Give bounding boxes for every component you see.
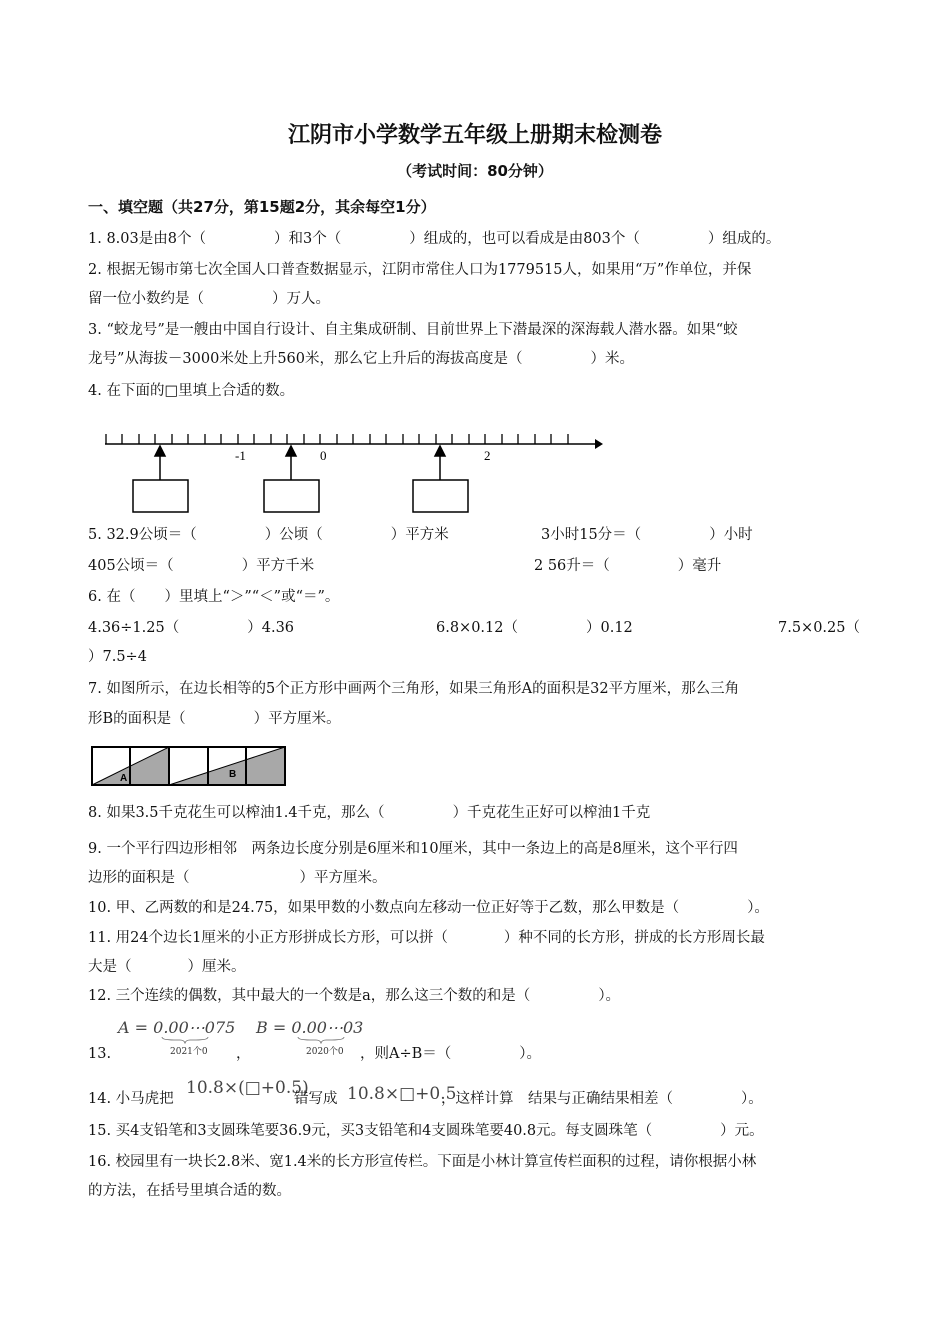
expr-underbraces (160, 1036, 370, 1044)
tick-label: 0 (320, 448, 327, 463)
question-16-line-2: 的方法，在括号里填合适的数。 (88, 1183, 291, 1199)
compare-2: 6.8×0.12（ ）0.12 (436, 620, 633, 636)
section-heading: 一、填空题（共27分，第15题2分，其余每空1分） (88, 198, 436, 216)
question-3-line-1: 3. “蛟龙号”是一艘由中国自行设计、自主集成研制、目前世界上下潜最深的深海载人潜水器。如果“蛟 (88, 322, 738, 338)
question-14-end: ，这样计算 结果与正确结果相差（ ）。 (441, 1091, 763, 1107)
question-14-start: 14. 小马虎把 (88, 1091, 174, 1107)
answer-box[interactable] (133, 480, 188, 512)
question-3-line-2: 龙号”从海拔－3000米处上升560米，那么它上升后的海拔高度是（ ）米。 (88, 351, 634, 367)
number-line-figure (95, 420, 605, 518)
question-9-line-1: 9. 一个平行四边形相邻 两条边长度分别是6厘米和10厘米，其中一条边上的高是8厘米，这个平行四 (88, 841, 738, 857)
page-title: 江阴市小学数学五年级上册期末检测卷 (287, 123, 662, 148)
compare-3-part-1: 7.5×0.25（ (778, 620, 860, 636)
question-2-line-1: 2. 根据无锡市第七次全国人口普查数据显示，江阴市常住人口为1779515人，如果用“万”作单位，并保 (88, 262, 752, 278)
note-b: 2020个0 (306, 1047, 344, 1057)
expr-b: B = 0.00⋯03 (256, 1018, 364, 1037)
question-5-line-1: 5. 32.9公顷＝（ ）公顷（ ）平方米 (88, 527, 449, 543)
question-13-number: 13. (88, 1046, 112, 1062)
triangle-b-label: B (229, 769, 237, 780)
question-7-line-1: 7. 如图所示，在边长相等的5个正方形中画两个三角形，如果三角形A的面积是32平方厘米，那么三角 (88, 681, 740, 697)
wrong-expression: 10.8×□+0.5 (347, 1084, 457, 1104)
note-a: 2021个0 (170, 1047, 208, 1057)
answer-box[interactable] (264, 480, 319, 512)
question-16-line-1: 16. 校园里有一块长2.8米、宽1.4米的长方形宣传栏。下面是小林计算宣传栏面积的过程，请你根据小林 (88, 1154, 757, 1170)
triangle-a-label: A (120, 773, 128, 784)
question-13-rest: ，则A÷B＝（ ）。 (360, 1046, 542, 1062)
question-14-mid: 错写成 (294, 1091, 338, 1107)
question-2-line-2: 留一位小数约是（ ）万人。 (88, 291, 330, 307)
question-8: 8. 如果3.5千克花生可以榨油1.4千克，那么（ ）千克花生正好可以榨油1千克 (88, 805, 651, 821)
pointer-arrows (155, 446, 445, 480)
question-15: 15. 买4支铅笔和3支圆珠笔要36.9元，买3支铅笔和4支圆珠笔要40.8元。每支圆珠笔（ ）元。 (88, 1123, 764, 1139)
squares-triangles-figure (89, 744, 289, 788)
question-7-line-2: 形B的面积是（ ）平方厘米。 (88, 711, 341, 727)
question-10: 10. 甲、乙两数的和是24.75，如果甲数的小数点向左移动一位正好等于乙数，那么甲数是（ ）。 (88, 900, 769, 916)
question-6: 6. 在（ ）里填上“＞”“＜”或“＝”。 (88, 589, 340, 605)
question-13-comma: ， (236, 1046, 251, 1062)
tick-label: 2 (484, 448, 491, 463)
question-9-line-2: 边形的面积是（ ）平方厘米。 (88, 870, 387, 886)
question-4: 4. 在下面的□里填上合适的数。 (88, 383, 295, 399)
question-1: 1. 8.03是由8个（ ）和3个（ ）组成的，也可以看成是由803个（ ）组成的。 (88, 231, 781, 247)
triangle-b (169, 747, 285, 785)
question-5-volume: 2 56升＝（ ）毫升 (534, 558, 722, 574)
exam-time: （考试时间：80分钟） (397, 162, 553, 180)
answer-box[interactable] (413, 480, 468, 512)
question-12: 12. 三个连续的偶数，其中最大的一个数是a，那么这三个数的和是（ ）。 (88, 988, 621, 1004)
correct-expression: 10.8×(□+0.5) (186, 1078, 309, 1098)
question-5-time: 3小时15分＝（ ）小时 (541, 527, 753, 543)
compare-3-part-2: ）7.5÷4 (88, 649, 147, 665)
question-5-line-2: 405公顷＝（ ）平方千米 (88, 558, 315, 574)
compare-1: 4.36÷1.25（ ）4.36 (88, 620, 295, 636)
question-11-line-2: 大是（ ）厘米。 (88, 959, 246, 975)
tick-label: -1 (235, 448, 246, 463)
expr-a: A = 0.00⋯075 (118, 1018, 236, 1037)
question-11-line-1: 11. 用24个边长1厘米的小正方形拼成长方形，可以拼（ ）种不同的长方形，拼成的长方形周长最 (88, 930, 765, 946)
